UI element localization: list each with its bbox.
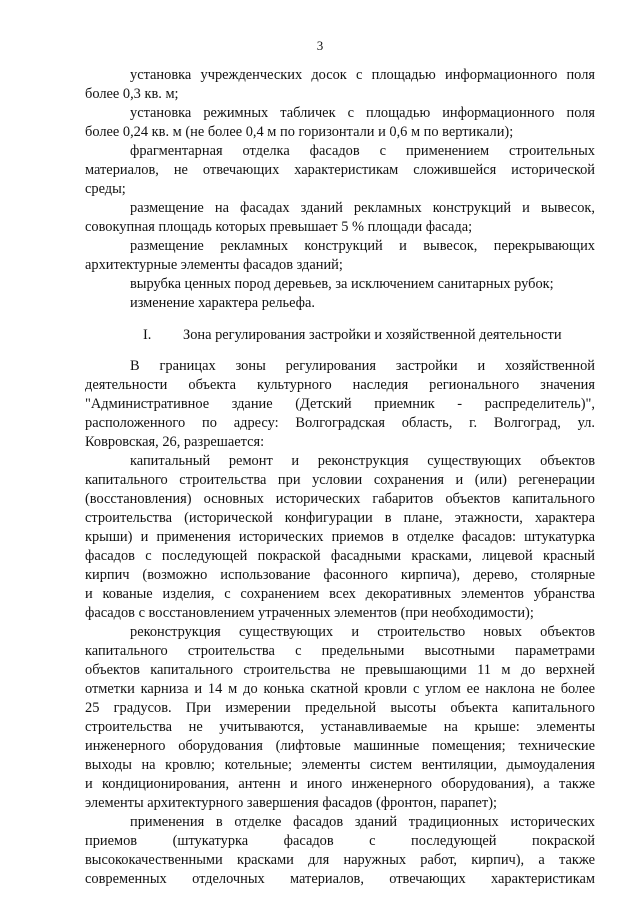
text-line: вырубка ценных пород деревьев, за исключением санитарных рубок; — [130, 276, 554, 292]
text-line: и кондиционирования, антенн и иного инженерного оборудования), а также — [85, 776, 595, 792]
text-line: высококачественными красками для наружных работ, кирпич), а также — [85, 852, 595, 868]
text-line: объектов капитального строительства не превышающими 11 м до верхней — [85, 662, 595, 678]
text-line: применения в отделке фасадов зданий традиционных исторических — [130, 814, 595, 830]
text-line: установка режимных табличек с площадью информационного поля — [130, 105, 595, 121]
text-line: В границах зоны регулирования застройки и хозяйственной — [130, 358, 595, 374]
text-line: крыши) и применения исторических приемов в отделке фасадов: штукатурка — [85, 529, 595, 545]
text-line: приемов (штукатурка фасадов с последующей покраской — [85, 833, 595, 849]
text-line: Ковровская, 26, разрешается: — [85, 434, 265, 450]
section-title: Зона регулирования застройки и хозяйственной деятельности — [183, 327, 562, 343]
section-number: I. — [143, 327, 152, 343]
text-line: изменение характера рельефа. — [130, 295, 315, 311]
text-line: выходы на кровлю; котельные; элементы систем вентиляции, дымоудаления — [85, 757, 595, 773]
text-line: архитектурные элементы фасадов зданий; — [85, 257, 343, 273]
text-line: размещение на фасадах зданий рекламных конструкций и вывесок, — [130, 200, 595, 216]
text-line: размещение рекламных конструкций и вывесок, перекрывающих — [130, 238, 595, 254]
text-line: элементы архитектурного завершения фасадов (фронтон, парапет); — [85, 795, 497, 811]
text-line: материалов, не отвечающих характеристикам сложившейся исторической — [85, 162, 595, 178]
text-line: (восстановления) основных исторических габаритов объектов капитального — [85, 491, 595, 507]
text-line: фасадов с восстановлением утраченных элементов (при необходимости); — [85, 605, 534, 621]
text-line: более 0,3 кв. м; — [85, 86, 179, 102]
text-line: расположенного по адресу: Волгоградская область, г. Волгоград, ул. — [85, 415, 595, 431]
text-line: капитальный ремонт и реконструкция существующих объектов — [130, 453, 595, 469]
text-line: деятельности объекта культурного наследия регионального значения — [85, 377, 595, 393]
text-line: инженерного оборудования (лифтовые машинные помещения; технические — [85, 738, 595, 754]
page-number: 3 — [316, 38, 324, 53]
text-line: фрагментарная отделка фасадов с применением строительных — [130, 143, 595, 159]
text-line: современных отделочных материалов, отвечающих характеристикам — [85, 871, 595, 887]
text-line: установка учрежденческих досок с площадью информационного поля — [130, 67, 595, 83]
text-line: капитального строительства при условии сохранения и (или) регенерации — [85, 472, 595, 488]
text-line: более 0,24 кв. м (не более 0,4 м по горизонтали и 0,6 м по вертикали); — [85, 124, 514, 140]
text-line: строительства (исторической конфигурации в плане, этажности, характера — [85, 510, 595, 526]
text-line: "Административное здание (Детский приемник - распределитель)", — [85, 396, 595, 412]
text-line: совокупная площадь которых превышает 5 % площади фасада; — [85, 219, 473, 235]
text-line: 25 градусов. При измерении предельной высоты объекта капитального — [85, 700, 595, 716]
text-line: капитального строительства с предельными высотными параметрами — [85, 643, 595, 659]
text-line: кирпич (возможно использование фасонного кирпича), дерево, столярные — [85, 567, 595, 583]
text-line: реконструкция существующих и строительство новых объектов — [130, 624, 595, 640]
text-line: строительства не учитываются, устанавливаемые на крыше: элементы — [85, 719, 595, 735]
text-line: фасадов с последующей покраской фасадными красками, лицевой красный — [85, 548, 595, 564]
text-line: отметки карниза и 14 м до конька скатной кровли с углом ее наклона не более — [85, 681, 595, 697]
text-line: и кованые изделия, с сохранением всех декоративных элементов убранства — [85, 586, 595, 602]
text-line: среды; — [85, 181, 126, 197]
